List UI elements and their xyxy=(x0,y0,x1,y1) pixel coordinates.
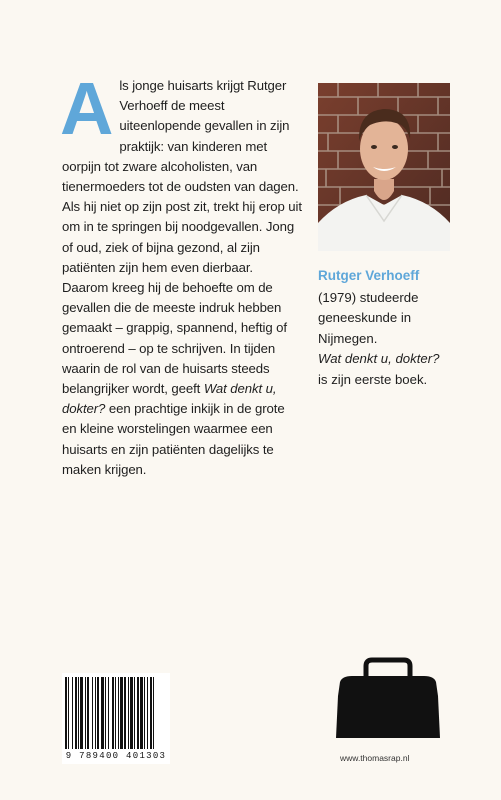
publisher-logo xyxy=(334,656,442,742)
author-bio-book-title: Wat denkt u, dokter? xyxy=(318,351,440,367)
blurb-book-title: Wat denkt u, dokter? xyxy=(62,381,277,417)
author-bio xyxy=(318,288,468,390)
drop-cap: A xyxy=(60,67,114,150)
blurb-text xyxy=(60,67,302,480)
isbn-number: 9 789400 401303 xyxy=(62,750,170,762)
author-photo xyxy=(318,83,450,251)
author-bio-text-end: is zijn eerste boek. xyxy=(318,371,428,387)
barcode-icon xyxy=(62,673,170,751)
author-portrait-image xyxy=(318,83,450,251)
author-bio-text: (1979) studeerde geneeskunde in Nijmegen. xyxy=(318,290,419,346)
doctor-bag-icon xyxy=(334,656,442,742)
blurb-body: ls jonge huisarts krijgt Rutger Verhoeff de meest uiteenlopende gevallen in zijn praktijk: van kinderen met oorpijn tot zware alcoholisten, van tienermoeders tot de oudsten van dagen. Als hij niet op zijn post zit, trekt hij erop uit om in te springen bij noodgevallen. Jong of oud, ziek of bijna gezond, al zijn patiënten zijn hem even dierbaar. Daarom kreeg hij de behoefte om de gevallen die de meeste indruk hebben gemaakt – grappig, spannend, heftig of ontroerend – op te schrijven. In tijden waarin de rol van de huisarts steeds belangrijker wordt, geeft xyxy=(62,78,302,397)
blurb-body-end: een prachtige inkijk in de grote en kleine worstelingen waarmee een huisarts en zijn patiënten dagelijks te maken krijgen. xyxy=(62,401,285,477)
publisher-url: www.thomasrap.nl xyxy=(340,753,410,763)
author-info xyxy=(318,266,468,390)
author-name: Rutger Verhoeff xyxy=(318,268,420,283)
